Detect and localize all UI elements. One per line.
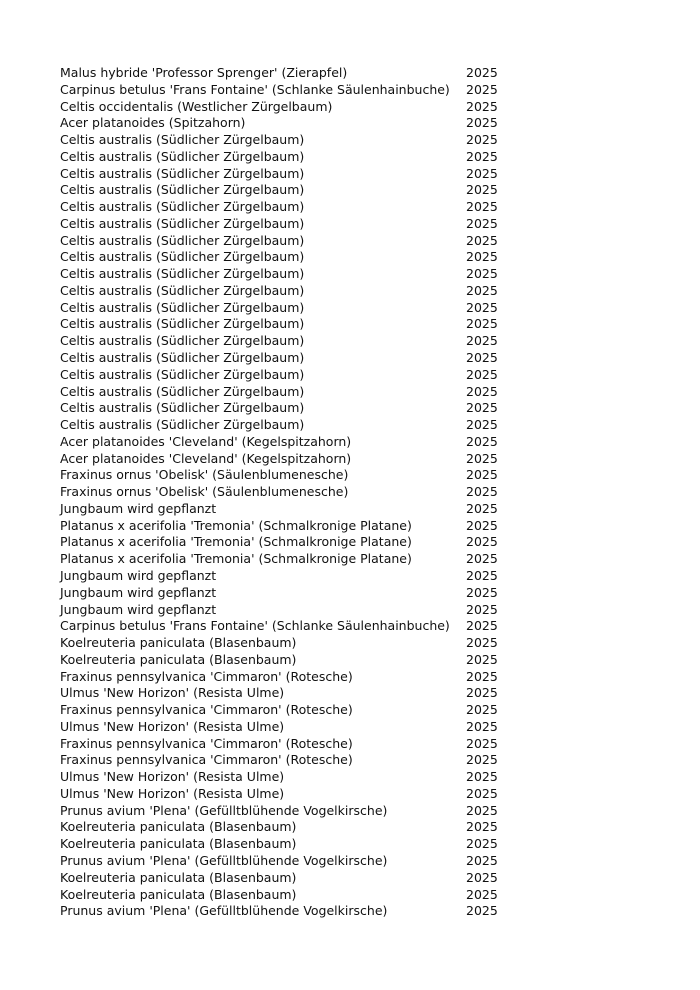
tree-name: Celtis australis (Südlicher Zürgelbaum) bbox=[60, 199, 305, 215]
tree-name: Carpinus betulus 'Frans Fontaine' (Schlanke Säulenhainbuche) bbox=[60, 81, 450, 97]
tree-name: Celtis australis (Südlicher Zürgelbaum) bbox=[60, 232, 305, 248]
list-item bbox=[60, 166, 520, 183]
planting-year: 2025 bbox=[466, 81, 498, 97]
list-item bbox=[60, 484, 520, 501]
list-item bbox=[60, 400, 520, 417]
planting-year: 2025 bbox=[466, 551, 498, 567]
list-item bbox=[60, 333, 520, 350]
tree-list bbox=[60, 65, 520, 920]
planting-year: 2025 bbox=[466, 232, 498, 248]
planting-year: 2025 bbox=[466, 65, 498, 80]
list-item bbox=[60, 635, 520, 652]
list-item bbox=[60, 216, 520, 233]
list-item bbox=[60, 451, 520, 468]
planting-year: 2025 bbox=[466, 852, 498, 868]
tree-name: Jungbaum wird gepflanzt bbox=[60, 500, 217, 516]
tree-name: Prunus avium 'Plena' (Gefülltblühende Vogelkirsche) bbox=[60, 903, 388, 919]
list-item bbox=[60, 786, 520, 803]
tree-name: Platanus x acerifolia 'Tremonia' (Schmalkronige Platane) bbox=[60, 551, 412, 567]
list-item bbox=[60, 551, 520, 568]
list-item bbox=[60, 702, 520, 719]
list-item bbox=[60, 769, 520, 786]
planting-year: 2025 bbox=[466, 433, 498, 449]
planting-year: 2025 bbox=[466, 769, 498, 785]
planting-year: 2025 bbox=[466, 836, 498, 852]
list-item bbox=[60, 132, 520, 149]
list-item bbox=[60, 736, 520, 753]
planting-year: 2025 bbox=[466, 115, 498, 131]
tree-name: Fraxinus ornus 'Obelisk' (Säulenblumenesche) bbox=[60, 484, 349, 500]
tree-name: Celtis australis (Südlicher Zürgelbaum) bbox=[60, 249, 305, 265]
planting-year: 2025 bbox=[466, 148, 498, 164]
planting-year: 2025 bbox=[466, 383, 498, 399]
list-item bbox=[60, 719, 520, 736]
planting-year: 2025 bbox=[466, 500, 498, 516]
planting-year: 2025 bbox=[466, 400, 498, 416]
planting-year: 2025 bbox=[466, 417, 498, 433]
tree-name: Celtis australis (Südlicher Zürgelbaum) bbox=[60, 383, 305, 399]
planting-year: 2025 bbox=[466, 333, 498, 349]
planting-year: 2025 bbox=[466, 635, 498, 651]
list-item bbox=[60, 233, 520, 250]
planting-year: 2025 bbox=[466, 299, 498, 315]
tree-name: Celtis occidentalis (Westlicher Zürgelbaum) bbox=[60, 98, 333, 114]
planting-year: 2025 bbox=[466, 215, 498, 231]
tree-name: Jungbaum wird gepflanzt bbox=[60, 601, 217, 617]
planting-year: 2025 bbox=[466, 450, 498, 466]
planting-year: 2025 bbox=[466, 785, 498, 801]
tree-name: Fraxinus pennsylvanica 'Cimmaron' (Rotesche) bbox=[60, 752, 353, 768]
list-item bbox=[60, 652, 520, 669]
tree-name: Prunus avium 'Plena' (Gefülltblühende Vogelkirsche) bbox=[60, 802, 388, 818]
tree-name: Celtis australis (Südlicher Zürgelbaum) bbox=[60, 333, 305, 349]
planting-year: 2025 bbox=[466, 869, 498, 885]
tree-name: Celtis australis (Südlicher Zürgelbaum) bbox=[60, 165, 305, 181]
list-item bbox=[60, 283, 520, 300]
tree-name: Ulmus 'New Horizon' (Resista Ulme) bbox=[60, 685, 285, 701]
list-item bbox=[60, 149, 520, 166]
list-item bbox=[60, 618, 520, 635]
planting-year: 2025 bbox=[466, 685, 498, 701]
planting-year: 2025 bbox=[466, 182, 498, 198]
tree-name: Celtis australis (Südlicher Zürgelbaum) bbox=[60, 266, 305, 282]
tree-name: Fraxinus pennsylvanica 'Cimmaron' (Rotesche) bbox=[60, 668, 353, 684]
list-item bbox=[60, 568, 520, 585]
planting-year: 2025 bbox=[466, 249, 498, 265]
planting-year: 2025 bbox=[466, 618, 498, 634]
list-item bbox=[60, 182, 520, 199]
tree-name: Celtis australis (Südlicher Zürgelbaum) bbox=[60, 350, 305, 366]
list-item bbox=[60, 249, 520, 266]
tree-name: Celtis australis (Südlicher Zürgelbaum) bbox=[60, 417, 305, 433]
list-item bbox=[60, 199, 520, 216]
tree-name: Celtis australis (Südlicher Zürgelbaum) bbox=[60, 299, 305, 315]
planting-year: 2025 bbox=[466, 517, 498, 533]
tree-name: Ulmus 'New Horizon' (Resista Ulme) bbox=[60, 718, 285, 734]
planting-year: 2025 bbox=[466, 132, 498, 148]
planting-year: 2025 bbox=[466, 584, 498, 600]
list-item bbox=[60, 82, 520, 99]
tree-name: Celtis australis (Südlicher Zürgelbaum) bbox=[60, 366, 305, 382]
planting-year: 2025 bbox=[466, 802, 498, 818]
list-item bbox=[60, 316, 520, 333]
tree-name: Koelreuteria paniculata (Blasenbaum) bbox=[60, 635, 297, 651]
planting-year: 2025 bbox=[466, 98, 498, 114]
tree-name: Koelreuteria paniculata (Blasenbaum) bbox=[60, 869, 297, 885]
list-item bbox=[60, 819, 520, 836]
list-item bbox=[60, 115, 520, 132]
list-item bbox=[60, 602, 520, 619]
tree-name: Jungbaum wird gepflanzt bbox=[60, 584, 217, 600]
list-item bbox=[60, 467, 520, 484]
planting-year: 2025 bbox=[466, 199, 498, 215]
tree-name: Koelreuteria paniculata (Blasenbaum) bbox=[60, 819, 297, 835]
list-item bbox=[60, 367, 520, 384]
planting-year: 2025 bbox=[466, 484, 498, 500]
tree-name: Fraxinus pennsylvanica 'Cimmaron' (Rotesche) bbox=[60, 702, 353, 718]
tree-name: Ulmus 'New Horizon' (Resista Ulme) bbox=[60, 785, 285, 801]
list-item bbox=[60, 903, 520, 920]
tree-name: Jungbaum wird gepflanzt bbox=[60, 567, 217, 583]
planting-year: 2025 bbox=[466, 819, 498, 835]
tree-name: Celtis australis (Südlicher Zürgelbaum) bbox=[60, 132, 305, 148]
planting-year: 2025 bbox=[466, 718, 498, 734]
planting-year: 2025 bbox=[466, 668, 498, 684]
tree-name: Platanus x acerifolia 'Tremonia' (Schmalkronige Platane) bbox=[60, 534, 412, 550]
list-item bbox=[60, 99, 520, 116]
list-item bbox=[60, 384, 520, 401]
planting-year: 2025 bbox=[466, 567, 498, 583]
tree-name: Celtis australis (Südlicher Zürgelbaum) bbox=[60, 182, 305, 198]
planting-year: 2025 bbox=[466, 534, 498, 550]
list-item bbox=[60, 887, 520, 904]
planting-year: 2025 bbox=[466, 886, 498, 902]
list-item bbox=[60, 752, 520, 769]
list-item bbox=[60, 266, 520, 283]
planting-year: 2025 bbox=[466, 266, 498, 282]
list-item bbox=[60, 434, 520, 451]
tree-name: Platanus x acerifolia 'Tremonia' (Schmalkronige Platane) bbox=[60, 517, 412, 533]
planting-year: 2025 bbox=[466, 702, 498, 718]
list-item bbox=[60, 534, 520, 551]
tree-name: Celtis australis (Südlicher Zürgelbaum) bbox=[60, 215, 305, 231]
planting-year: 2025 bbox=[466, 165, 498, 181]
planting-year: 2025 bbox=[466, 350, 498, 366]
list-item bbox=[60, 853, 520, 870]
tree-name: Carpinus betulus 'Frans Fontaine' (Schlanke Säulenhainbuche) bbox=[60, 618, 450, 634]
planting-year: 2025 bbox=[466, 752, 498, 768]
planting-year: 2025 bbox=[466, 601, 498, 617]
tree-name: Acer platanoides 'Cleveland' (Kegelspitzahorn) bbox=[60, 433, 352, 449]
tree-name: Koelreuteria paniculata (Blasenbaum) bbox=[60, 651, 297, 667]
planting-year: 2025 bbox=[466, 366, 498, 382]
tree-name: Celtis australis (Südlicher Zürgelbaum) bbox=[60, 316, 305, 332]
tree-name: Prunus avium 'Plena' (Gefülltblühende Vogelkirsche) bbox=[60, 852, 388, 868]
tree-name: Koelreuteria paniculata (Blasenbaum) bbox=[60, 836, 297, 852]
tree-name: Acer platanoides (Spitzahorn) bbox=[60, 115, 246, 131]
planting-year: 2025 bbox=[466, 651, 498, 667]
planting-year: 2025 bbox=[466, 735, 498, 751]
tree-name: Celtis australis (Südlicher Zürgelbaum) bbox=[60, 282, 305, 298]
planting-year: 2025 bbox=[466, 316, 498, 332]
tree-name: Fraxinus ornus 'Obelisk' (Säulenblumenesche) bbox=[60, 467, 349, 483]
list-item bbox=[60, 685, 520, 702]
list-item bbox=[60, 300, 520, 317]
tree-name: Celtis australis (Südlicher Zürgelbaum) bbox=[60, 400, 305, 416]
tree-name: Koelreuteria paniculata (Blasenbaum) bbox=[60, 886, 297, 902]
tree-name: Celtis australis (Südlicher Zürgelbaum) bbox=[60, 148, 305, 164]
list-item bbox=[60, 501, 520, 518]
planting-year: 2025 bbox=[466, 282, 498, 298]
tree-name: Ulmus 'New Horizon' (Resista Ulme) bbox=[60, 769, 285, 785]
list-item bbox=[60, 585, 520, 602]
tree-name: Acer platanoides 'Cleveland' (Kegelspitzahorn) bbox=[60, 450, 352, 466]
planting-year: 2025 bbox=[466, 467, 498, 483]
list-item bbox=[60, 836, 520, 853]
tree-name: Malus hybride 'Professor Sprenger' (Zierapfel) bbox=[60, 65, 348, 80]
list-item bbox=[60, 669, 520, 686]
list-item bbox=[60, 65, 520, 82]
list-item bbox=[60, 417, 520, 434]
list-item bbox=[60, 350, 520, 367]
list-item bbox=[60, 870, 520, 887]
planting-year: 2025 bbox=[466, 903, 498, 919]
tree-name: Fraxinus pennsylvanica 'Cimmaron' (Rotesche) bbox=[60, 735, 353, 751]
list-item bbox=[60, 518, 520, 535]
list-item bbox=[60, 803, 520, 820]
